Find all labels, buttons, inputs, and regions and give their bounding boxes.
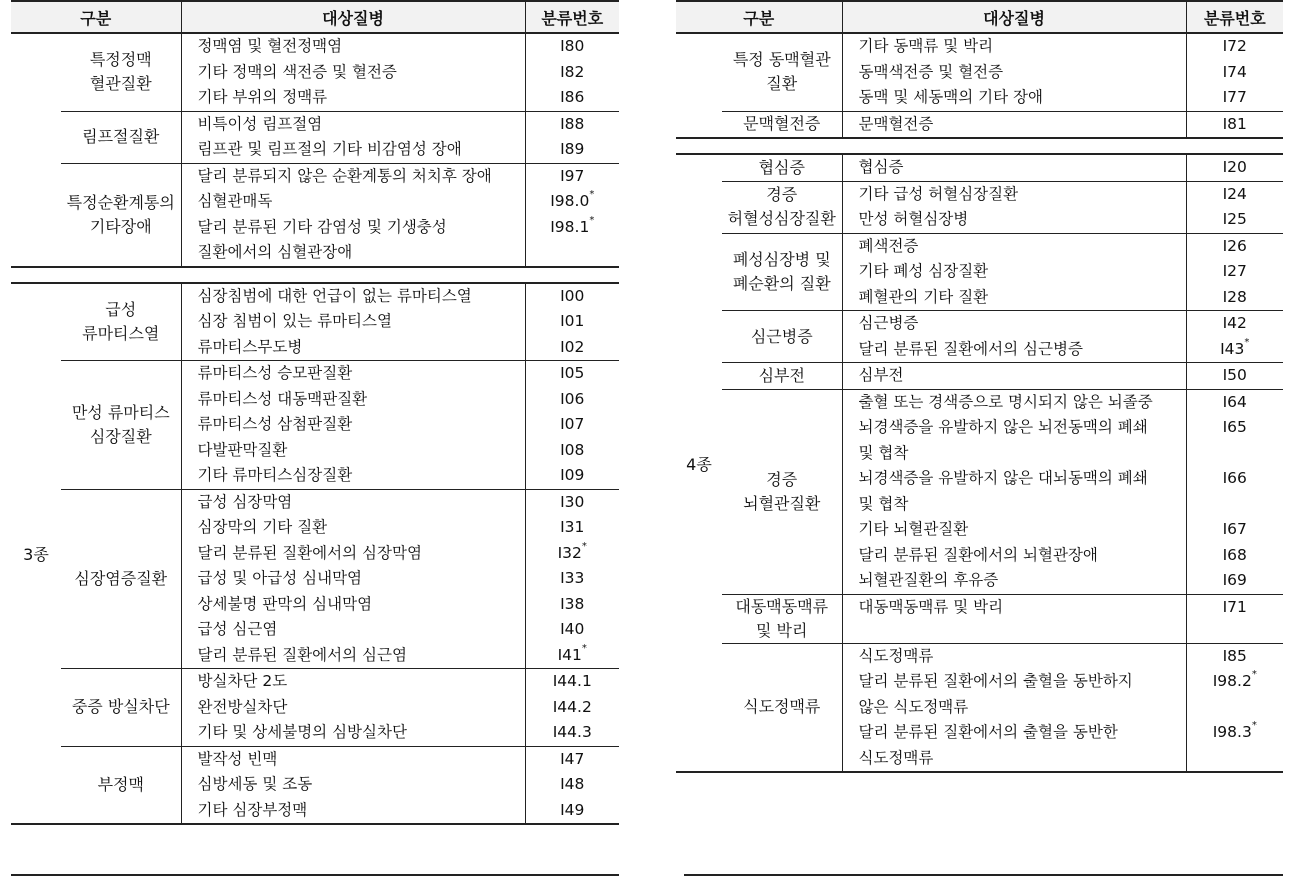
code-line [526,747,620,773]
code-asterisk: * [1244,336,1250,348]
code-value: I89 [560,140,585,158]
group-row [11,33,619,111]
disease-name: 정맥염 및 혈전정맥염 [197,37,343,55]
code-value: I97 [560,166,585,185]
code-asterisk: * [581,540,587,552]
category-cell [722,311,842,363]
code-value: I81 [1222,114,1247,133]
code-line [1187,415,1284,441]
disease-name: 문맥혈전증 [858,114,934,133]
code-line [526,438,620,464]
disease-name: 류마티스무도병 [197,337,303,356]
code-line [526,85,620,111]
group-row [676,154,1283,181]
code-value: I77 [1222,88,1247,106]
code-line [526,643,620,669]
code-value: I42 [1222,314,1247,332]
group-row [676,33,1283,111]
code-value: I98.1 [550,217,590,236]
code-cell [1186,594,1283,643]
code-value: I71 [1222,597,1247,616]
left-disease-table [11,0,619,825]
code-line [1187,155,1284,181]
disease-name: 기타 및 상세불명의 심방실차단 [197,723,407,741]
disease-name: 심장침범에 대한 언급이 없는 류마티스열 [197,286,472,305]
category-label: 류마티스열 [82,323,160,343]
category-label: 심장염증질환 [74,568,168,588]
disease-name: 기타 동맥류 및 박리 [858,37,994,55]
category-label: 심부전 [758,365,805,385]
category-cell [61,489,181,669]
code-value: I47 [560,749,585,768]
group-row [676,233,1283,311]
code-line [1187,466,1284,492]
code-cell [525,283,619,361]
disease-name: 상세불명 판막의 심내막염 [197,594,373,613]
code-line [1187,112,1284,138]
disease-cell [181,361,525,490]
group-row [676,389,1283,594]
code-line [526,60,620,86]
code-line [1187,644,1284,670]
code-value: I02 [560,337,585,356]
disease-name: 뇌경색증을 유발하지 않은 뇌전동맥의 폐쇄 [858,418,1148,436]
code-value: I33 [560,569,585,587]
code-line [1187,595,1284,621]
category-label: 협심증 [758,157,805,177]
group-row [11,746,619,824]
code-line [1187,60,1284,86]
code-cell [1186,154,1283,181]
category-cell [61,111,181,163]
code-line [526,617,620,643]
disease-name: 식도정맥류 [858,748,934,767]
left-bottom-rule [11,874,619,876]
code-line [526,463,620,489]
code-value: I27 [1222,262,1247,280]
right-bottom-rule [684,874,1283,876]
disease-name: 류마티스성 대동맥판질환 [197,389,368,408]
code-asterisk: * [581,642,587,654]
disease-name: 및 협착 [858,494,909,513]
category-cell [61,361,181,490]
code-line [526,137,620,163]
spacer-row [676,138,1283,154]
code-value: I26 [1222,236,1247,255]
category-cell [722,594,842,643]
header-disease: 대상질병 [842,1,1186,33]
code-line [1187,517,1284,543]
tier-blank-cell [11,111,61,163]
code-line [1187,34,1284,60]
disease-cell [842,111,1186,138]
category-cell [61,669,181,747]
spacer-cell [676,138,1283,154]
tier-blank-cell [11,163,61,267]
code-value: I32 [557,543,582,562]
disease-cell [842,363,1186,390]
right-disease-table [676,0,1283,773]
disease-name: 림프관 및 림프절의 기타 비감염성 장애 [197,140,462,158]
disease-cell [181,669,525,747]
disease-cell [842,389,1186,594]
code-line [1187,441,1284,467]
category-cell [722,111,842,138]
disease-cell [181,111,525,163]
disease-name: 류마티스성 승모판질환 [197,364,353,382]
code-value: I20 [1222,158,1247,176]
code-line [526,34,620,60]
group-row [11,361,619,490]
category-label: 질환 [766,74,798,94]
category-label: 경증 [766,469,798,489]
tier-blank-cell [676,33,722,111]
category-cell [722,33,842,111]
category-cell [61,33,181,111]
code-asterisk: * [589,214,595,226]
code-value: I44.2 [552,697,592,716]
code-cell [525,361,619,490]
code-line [526,335,620,361]
code-value: I07 [560,415,585,433]
group-row [676,363,1283,390]
code-line [526,164,620,190]
code-value: I30 [560,492,585,511]
code-value: I48 [560,775,585,793]
code-value: I65 [1222,418,1247,436]
code-line [526,112,620,138]
right-table-panel [676,0,1283,773]
disease-cell [842,643,1186,772]
group-row [676,111,1283,138]
code-value: I69 [1222,571,1247,589]
disease-name: 달리 분류되지 않은 순환계통의 처치후 장애 [197,166,492,185]
left-table-panel [11,0,619,825]
disease-name: 뇌경색증을 유발하지 않은 대뇌동맥의 폐쇄 [858,469,1148,487]
category-label: 특정순환계통의 [66,192,175,212]
disease-cell [181,163,525,267]
code-cell [1186,33,1283,111]
group-row [676,311,1283,363]
category-label: 심근병증 [750,326,813,346]
category-label: 폐순환의 질환 [732,273,831,293]
disease-name: 완전방실차단 [197,697,288,716]
code-line [1187,695,1284,721]
disease-name: 동맥색전증 및 혈전증 [858,62,1004,81]
code-value: I68 [1222,545,1247,564]
disease-cell [842,154,1186,181]
code-value: I82 [560,62,585,81]
disease-name: 달리 분류된 질환에서의 출혈을 동반한 [858,723,1118,741]
category-label: 경증 [766,185,798,204]
disease-cell [181,489,525,669]
category-label: 혈관질환 [89,74,152,94]
code-line [1187,543,1284,569]
code-value: I24 [1222,184,1247,203]
category-label: 대동맥동맥류 [735,596,829,616]
disease-name: 비특이성 림프절염 [197,114,323,133]
disease-name: 급성 심장막염 [197,492,293,511]
code-line [1187,669,1284,695]
disease-cell [842,594,1186,643]
group-row [11,111,619,163]
category-label: 폐성심장병 및 [732,249,831,269]
disease-name: 심장 침범이 있는 류마티스열 [197,312,392,330]
code-value: I25 [1222,210,1247,228]
disease-name: 뇌혈관질환의 후유증 [858,571,999,589]
header-row [676,1,1283,33]
category-label: 특정정맥 [89,50,152,70]
code-cell [1186,643,1283,772]
disease-name: 기타 심장부정맥 [197,800,308,819]
disease-name: 기타 류마티스심장질환 [197,466,353,484]
code-line [526,798,620,824]
code-value: I40 [560,620,585,638]
group-row [676,181,1283,233]
code-line [1187,720,1284,746]
code-value: I50 [1222,366,1247,384]
category-cell [722,154,842,181]
category-label: 문맥혈전증 [743,114,821,134]
disease-name: 발작성 빈맥 [197,749,278,768]
code-value: I98.3 [1212,723,1252,741]
code-cell [1186,311,1283,363]
category-cell [61,163,181,267]
category-label: 식도정맥류 [743,697,821,717]
code-cell [525,746,619,824]
code-value: I86 [560,88,585,106]
disease-name: 달리 분류된 기타 감염성 및 기생충성 [197,217,447,236]
code-line [526,566,620,592]
tier-label: 3종 [11,283,61,825]
code-cell [1186,233,1283,311]
header-code: 분류번호 [525,1,619,33]
code-line [1187,363,1284,389]
code-line [1187,492,1284,518]
code-value: I38 [560,594,585,613]
category-cell [722,363,842,390]
code-line [526,669,620,695]
disease-name: 달리 분류된 질환에서의 출혈을 동반하지 [858,672,1133,690]
code-line [1187,182,1284,208]
header-disease: 대상질병 [181,1,525,33]
disease-name: 대동맥동맥류 및 박리 [858,597,1004,616]
code-value: I64 [1222,392,1247,411]
disease-cell [842,311,1186,363]
disease-name: 폐혈관의 기타 질환 [858,287,989,306]
code-line [1187,285,1284,311]
code-value: I88 [560,114,585,133]
disease-name: 기타 부위의 정맥류 [197,88,328,106]
category-cell [722,643,842,772]
disease-cell [842,33,1186,111]
code-line [526,515,620,541]
disease-name: 식도정맥류 [858,646,934,665]
code-value: I05 [560,364,585,382]
tier-blank-cell [676,111,722,138]
header-category: 구분 [11,1,181,33]
code-value: I06 [560,389,585,408]
code-value: I31 [560,518,585,536]
code-line [526,695,620,721]
code-cell [525,163,619,267]
category-label: 부정맥 [97,774,144,794]
disease-cell [842,181,1186,233]
disease-name: 폐색전증 [858,236,919,255]
category-label: 심장질환 [89,426,152,446]
disease-name: 심방세동 및 조동 [197,775,313,793]
disease-name: 질환에서의 심혈관장애 [197,243,353,261]
code-line [1187,259,1284,285]
disease-name: 달리 분류된 질환에서의 심장막염 [197,543,422,562]
code-line [526,412,620,438]
disease-cell [842,233,1186,311]
code-line [526,772,620,798]
code-line [1187,390,1284,416]
code-value: I98.2 [1212,672,1252,690]
code-value: I72 [1222,37,1247,55]
code-value: I08 [560,440,585,459]
code-cell [1186,389,1283,594]
disease-name: 기타 급성 허혈심장질환 [858,184,1019,203]
category-label: 만성 류마티스 [71,402,170,422]
disease-name: 심장막의 기타 질환 [197,518,328,536]
header-row [11,1,619,33]
tier-label: 4종 [676,154,722,772]
code-line [1187,337,1284,363]
code-line [1187,207,1284,233]
code-value: I67 [1222,520,1247,538]
code-value: I01 [560,312,585,330]
code-cell [525,489,619,669]
disease-cell [181,746,525,824]
code-line [1187,311,1284,337]
tier-blank-cell [11,33,61,111]
code-line [526,592,620,618]
code-line [526,215,620,241]
code-cell [1186,363,1283,390]
disease-cell [181,33,525,111]
code-line [526,541,620,567]
disease-name: 기타 폐성 심장질환 [858,262,989,280]
code-cell [525,669,619,747]
code-value: I80 [560,37,585,55]
code-line [1187,234,1284,260]
code-line [526,240,620,266]
disease-name: 급성 심근염 [197,620,278,638]
code-line [526,361,620,387]
category-label: 특정 동맥혈관 [732,50,831,70]
category-cell [722,233,842,311]
code-value: I66 [1222,469,1247,487]
group-row [11,283,619,361]
code-line [526,490,620,516]
disease-name: 다발판막질환 [197,440,288,459]
spacer-cell [11,267,619,283]
disease-name: 방실차단 2도 [197,672,288,690]
disease-name: 심혈관매독 [197,192,273,210]
code-cell [1186,111,1283,138]
code-line [526,309,620,335]
disease-name: 및 협착 [858,443,909,462]
code-line [1187,746,1284,772]
code-line [526,189,620,215]
code-line [1187,85,1284,111]
category-label: 림프절질환 [82,127,160,146]
disease-name: 기타 정맥의 색전증 및 혈전증 [197,62,397,81]
code-line [526,387,620,413]
disease-name: 않은 식도정맥류 [858,697,969,716]
disease-name: 출혈 또는 경색증으로 명시되지 않은 뇌졸중 [858,392,1153,411]
header-code: 분류번호 [1186,1,1283,33]
code-asterisk: * [1251,669,1257,680]
code-line [526,284,620,310]
disease-name: 달리 분류된 질환에서의 심근병증 [858,339,1083,358]
code-value: I44.3 [552,723,592,741]
code-value: I43 [1220,339,1245,358]
group-row [11,489,619,669]
code-value: I09 [560,466,585,484]
group-row [676,643,1283,772]
code-value: I41 [557,645,582,664]
category-cell [61,283,181,361]
disease-name: 심부전 [858,366,904,384]
header-category: 구분 [676,1,842,33]
code-value: I28 [1222,287,1247,306]
category-label: 급성 [105,299,137,319]
category-cell [722,389,842,594]
code-cell [1186,181,1283,233]
disease-name: 달리 분류된 질환에서의 심근염 [197,645,407,664]
disease-name: 달리 분류된 질환에서의 뇌혈관장애 [858,545,1098,564]
category-label: 뇌혈관질환 [743,493,821,513]
code-asterisk: * [589,189,595,200]
disease-name: 동맥 및 세동맥의 기타 장애 [858,88,1043,106]
disease-cell [181,283,525,361]
code-value: I98.0 [550,192,590,210]
disease-name: 류마티스성 삼첨판질환 [197,415,353,433]
code-value: I00 [560,286,585,305]
code-asterisk: * [1251,720,1257,731]
code-line [526,720,620,746]
disease-name: 만성 허혈심장병 [858,210,969,228]
code-cell [525,33,619,111]
code-value: I49 [560,800,585,819]
disease-name: 협심증 [858,158,904,176]
code-value: I44.1 [552,672,592,690]
code-line [1187,568,1284,594]
category-label: 허혈성심장질환 [727,209,836,228]
category-cell [722,181,842,233]
group-row [11,163,619,267]
disease-name: 심근병증 [858,314,919,332]
code-value: I74 [1222,62,1247,81]
code-cell [525,111,619,163]
group-row [11,669,619,747]
category-cell [61,746,181,824]
category-label: 중증 방실차단 [71,697,170,717]
group-row [676,594,1283,643]
spacer-row [11,267,619,283]
disease-name: 기타 뇌혈관질환 [858,520,969,538]
code-value: I85 [1222,646,1247,665]
category-label: 및 박리 [756,620,808,640]
disease-name: 급성 및 아급성 심내막염 [197,569,363,587]
category-label: 기타장애 [89,216,152,236]
